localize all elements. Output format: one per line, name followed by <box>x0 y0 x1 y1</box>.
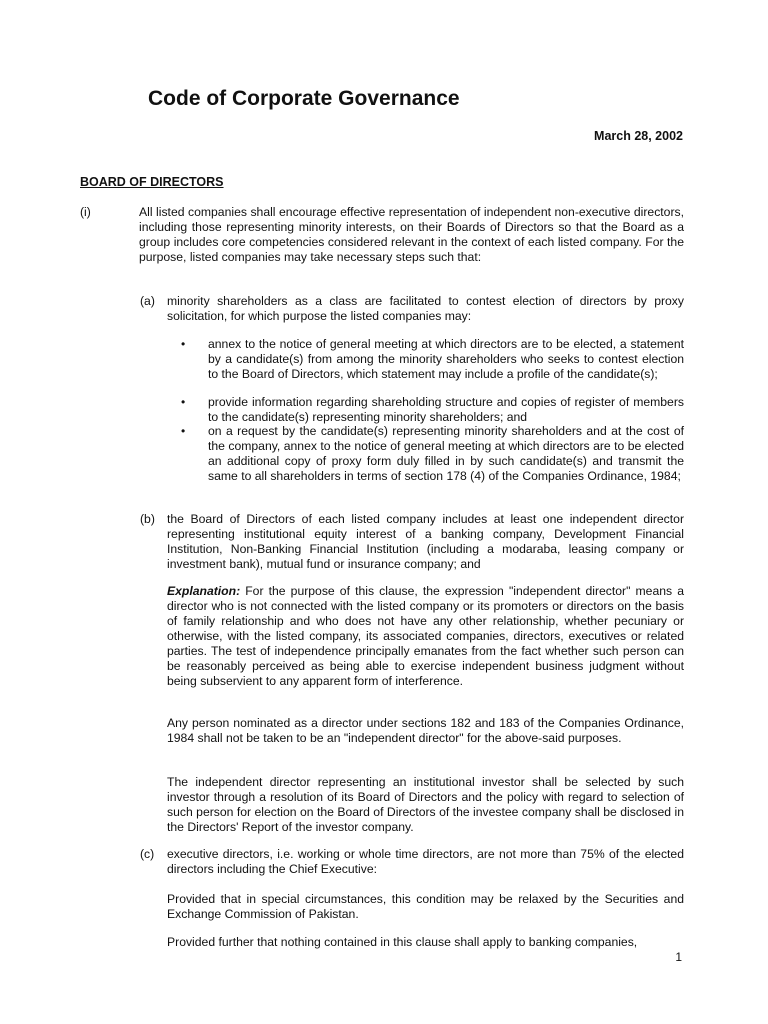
page-number: 1 <box>675 950 682 964</box>
paragraph: Any person nominated as a director under sections 182 and 183 of the Companies Ordinance, 1984 shall not be taken to be an "independent director" for the above-said purposes. <box>167 716 684 745</box>
paragraph: Provided that in special circumstances, this condition may be relaxed by the Securities and Exchange Commission of Pakistan. <box>167 892 684 921</box>
paragraph: Provided further that nothing contained in this clause shall apply to banking companies, <box>167 935 638 949</box>
paragraph: The independent director representing an institutional investor shall be selected by such investor through a resolution of its Board of Directors and the policy with regard to selection of such person for election on the Board of Directors of the investee company shall be disclosed in the Directors' Report of the investor company. <box>167 775 684 834</box>
sub-clause-c-text: executive directors, i.e. working or whole time directors, are not more than 75% of the elected directors including the Chief Executive: <box>167 847 684 876</box>
clause-i-text: All listed companies shall encourage effective representation of independent non-executive directors, including those representing minority interests, on their Boards of Directors so that the Board as a group includes core competencies considered relevant in the context of each listed company. For the purpose, listed companies may take necessary steps such that: <box>139 205 684 264</box>
bullet-icon: • <box>181 337 186 351</box>
section-heading: BOARD OF DIRECTORS <box>80 175 224 189</box>
clause-number: (i) <box>80 205 91 219</box>
bullet-icon: • <box>181 424 186 438</box>
sub-clause-b-text: the Board of Directors of each listed company includes at least one independent director representing institutional equity interest of a banking company, Development Financial Institution, Non-Banking Financial Institution (including a modaraba, leasing company or investment bank), mutual fund or insurance company; and <box>167 512 684 571</box>
explanation-label: Explanation: <box>167 584 241 598</box>
bullet-icon: • <box>181 395 186 409</box>
document-title: Code of Corporate Governance <box>148 87 460 110</box>
bullet-item: provide information regarding shareholding structure and copies of register of members to the candidate(s) representing minority shareholders; and <box>208 395 684 424</box>
bullet-item: annex to the notice of general meeting at which directors are to be elected, a statement by a candidate(s) from among the minority shareholders who seeks to contest election to the Board of Directors, which statement may include a profile of the candidate(s); <box>208 337 684 381</box>
sub-clause-label: (b) <box>140 512 155 526</box>
explanation-text: For the purpose of this clause, the expression "independent director" means a director who is not connected with the listed company or its promoters or directors on the basis of family relationship and who does not have any other relationship, whether pecuniary or otherwise, with the listed company, its associated companies, directors, executives or related parties. The test of independence principally emanates from the fact whether such person can be reasonably perceived as being able to exercise independent business judgment without being subservient to any apparent form of interference. <box>167 584 684 688</box>
explanation-paragraph <box>167 584 684 689</box>
sub-clause-label: (c) <box>140 847 155 861</box>
document-date: March 28, 2002 <box>594 129 683 143</box>
sub-clause-label: (a) <box>140 294 155 308</box>
bullet-item: on a request by the candidate(s) representing minority shareholders and at the cost of the company, annex to the notice of general meeting at which directors are to be elected an additional copy of proxy form duly filled in by such candidate(s) and transmit the same to all shareholders in terms of section 178 (4) of the Companies Ordinance, 1984; <box>208 424 684 483</box>
sub-clause-a-text: minority shareholders as a class are facilitated to contest election of directors by proxy solicitation, for which purpose the listed companies may: <box>167 294 684 323</box>
